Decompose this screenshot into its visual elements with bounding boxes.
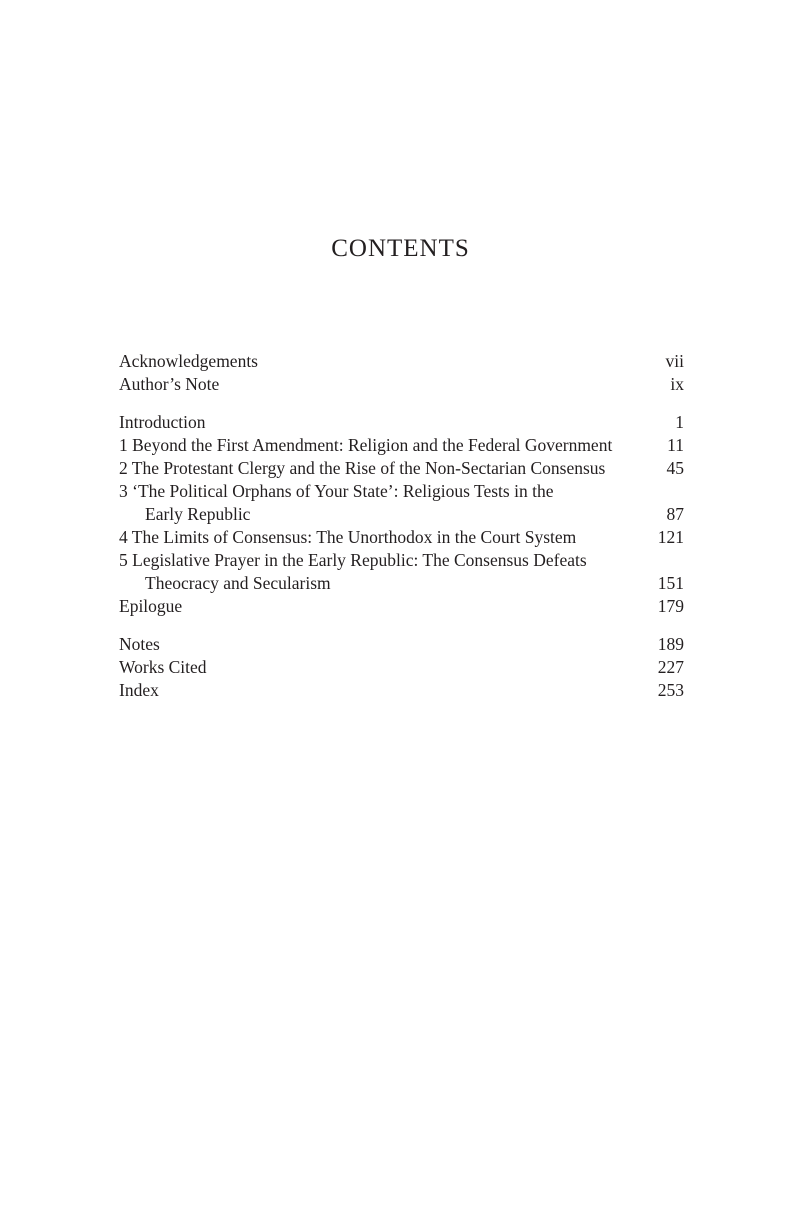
- toc-entry-title: Index: [119, 680, 159, 700]
- toc-entry-title: [119, 549, 587, 595]
- page-title: CONTENTS: [331, 235, 470, 262]
- toc-entry: [119, 595, 684, 618]
- toc-entry-title: 2 The Protestant Clergy and the Rise of the Non-Sectarian Consensus: [119, 458, 606, 478]
- back-matter-group: [119, 633, 684, 702]
- toc-entry-title-continuation: Early Republic: [145, 504, 251, 524]
- toc-entry: [119, 411, 684, 434]
- toc-entry-title: [119, 480, 553, 526]
- toc-entry: [119, 480, 684, 526]
- toc-entry-page: 227: [657, 657, 684, 677]
- toc-entry-page: 253: [657, 680, 684, 700]
- toc-entry-title: 4 The Limits of Consensus: The Unorthodox in the Court System: [119, 527, 577, 547]
- toc-entry-page: ix: [670, 374, 684, 394]
- toc-entry-title: Epilogue: [119, 596, 183, 616]
- toc-entry-page: 179: [657, 596, 684, 616]
- table-of-contents: [119, 350, 684, 702]
- toc-entry-title: Acknowledgements: [119, 351, 258, 371]
- toc-entry: [119, 656, 684, 679]
- toc-entry-page: 189: [657, 634, 684, 654]
- front-matter-group: [119, 350, 684, 396]
- toc-entry-page: 121: [657, 527, 684, 547]
- toc-entry-title-line: 5 Legislative Prayer in the Early Republic: The Consensus Defeats: [119, 550, 587, 570]
- toc-entry: [119, 457, 684, 480]
- toc-entry-page: 151: [657, 573, 684, 593]
- toc-entry: [119, 350, 684, 373]
- toc-entry-page: 87: [666, 504, 684, 524]
- toc-entry: [119, 373, 684, 396]
- toc-entry-title: Introduction: [119, 412, 206, 432]
- toc-entry-title: Notes: [119, 634, 160, 654]
- toc-entry-title: Works Cited: [119, 657, 207, 677]
- toc-entry-title: Author’s Note: [119, 374, 220, 394]
- toc-entry: [119, 679, 684, 702]
- toc-entry: [119, 526, 684, 549]
- toc-entry-title-continuation: Theocracy and Secularism: [145, 573, 331, 593]
- toc-entry-title-line: 3 ‘The Political Orphans of Your State’: Religious Tests in the: [119, 481, 554, 501]
- chapters-group: [119, 411, 684, 618]
- toc-entry-title: 1 Beyond the First Amendment: Religion and the Federal Government: [119, 435, 613, 455]
- toc-entry-page: vii: [665, 351, 684, 371]
- toc-entry-page: 11: [667, 435, 684, 455]
- toc-entry-page: 1: [675, 412, 684, 432]
- toc-entry: [119, 434, 684, 457]
- toc-entry: [119, 549, 684, 595]
- toc-entry: [119, 633, 684, 656]
- toc-entry-page: 45: [666, 458, 684, 478]
